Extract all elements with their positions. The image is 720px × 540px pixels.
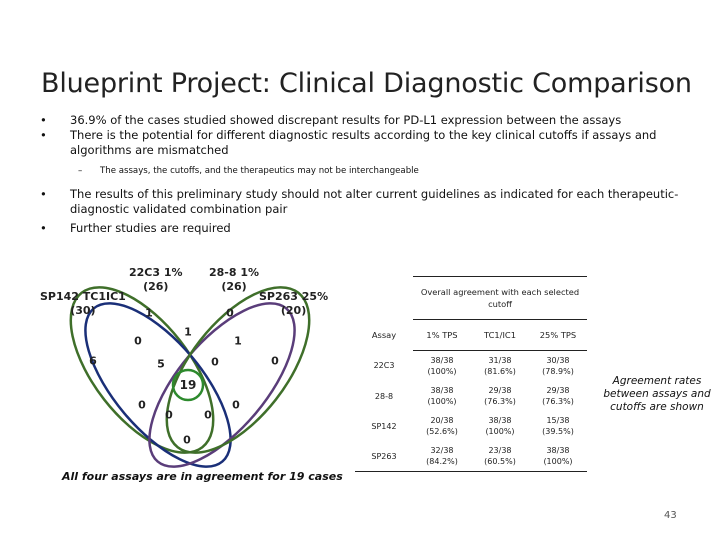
bullet-text: Further studies are required [70, 221, 231, 235]
venn-caption: All four assays are in agreement for 19 cases [62, 470, 343, 483]
venn-region-count: 0 [232, 398, 240, 412]
page-number: 43 [664, 510, 677, 521]
venn-region-count: 1 [145, 306, 153, 320]
table-column-header: Assay [371, 330, 397, 340]
venn-label-sp142-name: SP142 TC1IC1 [40, 290, 126, 303]
bullet-dot: • [40, 113, 47, 127]
venn-region-count: 0 [226, 306, 234, 320]
sub-bullet-text: The assays, the cutoffs, and the therapeutics may not be interchangeable [100, 166, 419, 176]
table-cell-assay: SP142 [371, 421, 397, 431]
table-cell: 29/38 (76.3%) [542, 386, 574, 406]
table-cell: 32/38 (84.2%) [413, 441, 471, 472]
table-cell: 30/38 (78.9%) [542, 356, 574, 376]
venn-label-sp142-count: (30) [70, 304, 96, 317]
venn-label-22c3 [129, 266, 183, 294]
table-row [355, 411, 587, 441]
venn-region-count: 0 [183, 433, 191, 447]
venn-region-count: 5 [157, 357, 165, 371]
table-cell-assay: 28-8 [374, 391, 394, 401]
slide-title: Blueprint Project: Clinical Diagnostic Comparison [41, 68, 692, 99]
table-cell: 31/38 (81.6%) [484, 356, 516, 376]
venn-region-count: 0 [271, 354, 279, 368]
venn-label-sp263 [259, 290, 328, 318]
venn-label-28-8 [209, 266, 259, 294]
table-column-header: 25% TPS [529, 320, 587, 351]
table-row [355, 441, 587, 472]
table-row [355, 351, 587, 382]
venn-region-count: 0 [165, 408, 173, 422]
venn-label-22c3-count: (26) [143, 280, 169, 293]
venn-region-count: 6 [89, 354, 97, 368]
table-cell: 15/38 (39.5%) [542, 416, 574, 436]
table-cell: 38/38 (100%) [427, 386, 457, 406]
agreement-table [355, 276, 587, 472]
table-column-header: TC1/IC1 [471, 320, 529, 351]
venn-label-28-8-name: 28-8 1% [209, 266, 260, 279]
venn-label-sp263-name: SP263 25% [259, 290, 329, 303]
venn-region-count: 1 [184, 325, 192, 339]
table-cell: 38/38 (100%) [485, 416, 515, 436]
table-cell-assay: 22C3 [373, 361, 395, 371]
venn-label-22c3-name: 22C3 1% [129, 266, 183, 279]
bullet-text: There is the potential for different diagnostic results according to the key clinical cutoffs if assays and algorithms are mismatched [70, 128, 657, 157]
table-cell: 29/38 (76.3%) [484, 386, 516, 406]
table-cell-assay: SP263 [355, 441, 413, 472]
venn-label-28-8-count: (26) [221, 280, 247, 293]
bullet-text: The results of this preliminary study should not alter current guidelines as indicated for each therapeutic-diagnostic validated combination pair [70, 187, 679, 216]
venn-center-count: 19 [179, 378, 197, 392]
venn-region-count: 0 [204, 408, 212, 422]
table-header-spacer [355, 277, 413, 320]
bullet-dot: • [40, 128, 47, 142]
venn-label-sp142 [40, 290, 126, 318]
bullet-dot: • [40, 187, 47, 201]
bullet-text: 36.9% of the cases studied showed discrepant results for PD-L1 expression between the assays [70, 113, 622, 127]
venn-region-count: 0 [211, 355, 219, 369]
bullet-dot: • [40, 221, 47, 235]
venn-region-count: 1 [234, 334, 242, 348]
venn-label-sp263-count: (20) [280, 304, 307, 317]
table-column-header: 1% TPS [413, 320, 471, 351]
table-cell: 20/38 (52.6%) [426, 416, 458, 436]
table-cell: 23/38 (60.5%) [471, 441, 529, 472]
venn-region-count: 0 [134, 334, 142, 348]
table-cell: 38/38 (100%) [529, 441, 587, 472]
venn-region-count: 0 [138, 398, 146, 412]
side-note: Agreement rates between assays and cutoffs are shown [603, 375, 711, 413]
table-group-header: Overall agreement with each selected cutoff [413, 277, 587, 320]
sub-bullet-dash: – [78, 166, 83, 176]
table-cell: 38/38 (100%) [427, 356, 457, 376]
table-row [355, 381, 587, 411]
